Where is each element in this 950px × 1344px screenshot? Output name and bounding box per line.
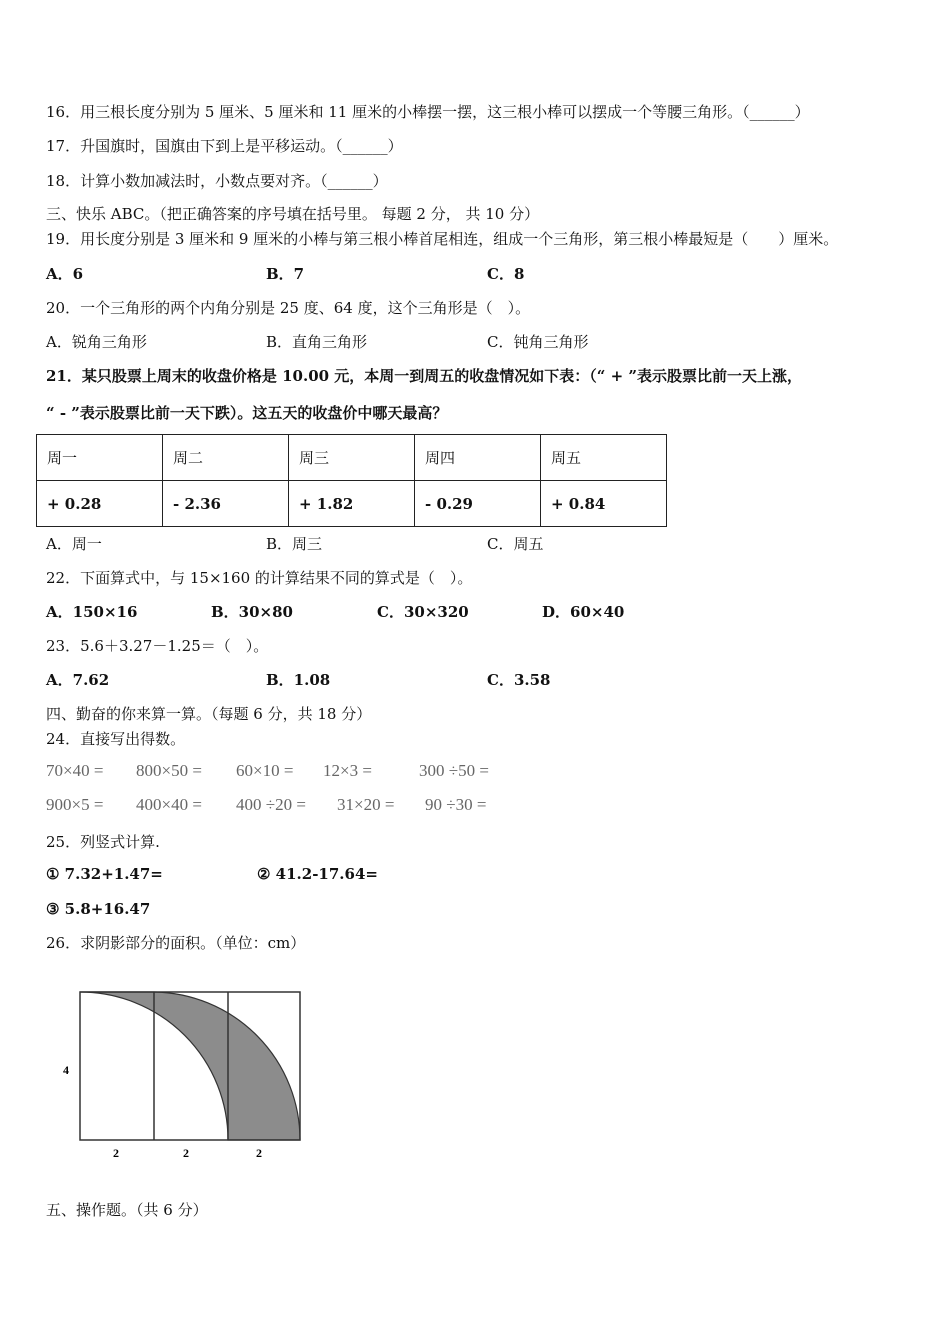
shaded-area-diagram bbox=[56, 985, 316, 1165]
q19-option-a: A．6 bbox=[46, 265, 84, 283]
stock-table-header: 周三 bbox=[289, 435, 415, 481]
question-17: 17．升国旗时，国旗由下到上是平移运动。（______） bbox=[46, 137, 403, 155]
q23-option-a: A．7.62 bbox=[46, 671, 110, 689]
stock-table-cell: + 1.82 bbox=[289, 481, 415, 527]
width-label: 2 bbox=[256, 1146, 262, 1160]
q25-item-3: ③ 5.8+16.47 bbox=[46, 900, 151, 918]
calc-item: 400×40 = bbox=[136, 795, 202, 814]
question-22-stem: 22．下面算式中，与 15×160 的计算结果不同的算式是（ ）。 bbox=[46, 569, 473, 587]
q22-option-a: A．150×16 bbox=[46, 603, 138, 621]
shaded-area-figure bbox=[56, 985, 316, 1169]
section-3-heading: 三、快乐 ABC。（把正确答案的序号填在括号里。 每题 2 分， 共 10 分） bbox=[46, 205, 540, 223]
q22-option-b: B．30×80 bbox=[211, 603, 293, 621]
calc-item: 300 ÷50 = bbox=[419, 761, 489, 780]
stock-table bbox=[36, 434, 667, 527]
question-16: 16．用三根长度分别为 5 厘米、5 厘米和 11 厘米的小棒摆一摆，这三根小棒可以摆成一个等腰三角形。（______） bbox=[46, 103, 810, 121]
q20-option-c: C．钝角三角形 bbox=[487, 333, 589, 351]
section-5-heading: 五、操作题。（共 6 分） bbox=[46, 1201, 208, 1219]
section-4-heading: 四、勤奋的你来算一算。（每题 6 分，共 18 分） bbox=[46, 705, 372, 723]
calc-item: 12×3 = bbox=[323, 761, 372, 780]
q22-option-c: C．30×320 bbox=[377, 603, 469, 621]
q22-option-d: D．60×40 bbox=[542, 603, 625, 621]
question-24-stem: 24．直接写出得数。 bbox=[46, 730, 186, 748]
shaded-region bbox=[80, 992, 300, 1140]
q21-option-b: B．周三 bbox=[266, 535, 323, 553]
stock-table-header: 周二 bbox=[163, 435, 289, 481]
stock-table-cell: + 0.28 bbox=[37, 481, 163, 527]
stock-table-value-row bbox=[37, 481, 667, 527]
width-label: 2 bbox=[183, 1146, 189, 1160]
q23-option-b: B．1.08 bbox=[266, 671, 331, 689]
q20-option-a: A．锐角三角形 bbox=[46, 333, 147, 351]
stock-table-header: 周四 bbox=[415, 435, 541, 481]
q21-option-c: C．周五 bbox=[487, 535, 544, 553]
question-19-stem: 19．用长度分别是 3 厘米和 9 厘米的小棒与第三根小棒首尾相连，组成一个三角形，第三根小棒最短是（ ）厘米。 bbox=[46, 230, 839, 248]
q19-option-b: B．7 bbox=[266, 265, 305, 283]
question-18: 18．计算小数加减法时，小数点要对齐。（______） bbox=[46, 172, 388, 190]
calc-item: 70×40 = bbox=[46, 761, 104, 780]
calc-item: 60×10 = bbox=[236, 761, 294, 780]
question-25-stem: 25．列竖式计算. bbox=[46, 833, 160, 851]
stock-table-cell: + 0.84 bbox=[541, 481, 667, 527]
q21-option-a: A．周一 bbox=[46, 535, 102, 553]
height-label: 4 bbox=[63, 1063, 69, 1077]
question-21-stem-line1: 21．某只股票上周末的收盘价格是 10.00 元，本周一到周五的收盘情况如下表：（“ + ”表示股票比前一天上涨， bbox=[46, 367, 803, 385]
stock-table-cell: - 0.29 bbox=[415, 481, 541, 527]
q25-item-1: ① 7.32+1.47= bbox=[46, 865, 163, 883]
calc-item: 800×50 = bbox=[136, 761, 202, 780]
stock-table-header-row bbox=[37, 435, 667, 481]
calc-item: 900×5 = bbox=[46, 795, 104, 814]
question-20-stem: 20．一个三角形的两个内角分别是 25 度、64 度，这个三角形是（ ）。 bbox=[46, 299, 531, 317]
width-label: 2 bbox=[113, 1146, 119, 1160]
q19-option-c: C．8 bbox=[487, 265, 525, 283]
stock-table-header: 周五 bbox=[541, 435, 667, 481]
q20-option-b: B．直角三角形 bbox=[266, 333, 368, 351]
question-26-stem: 26．求阴影部分的面积。（单位：cm） bbox=[46, 934, 306, 952]
calc-item: 90 ÷30 = bbox=[425, 795, 487, 814]
q25-item-2: ② 41.2-17.64= bbox=[257, 865, 378, 883]
question-23-stem: 23．5.6＋3.27－1.25＝（ ）。 bbox=[46, 637, 269, 655]
stock-table-header: 周一 bbox=[37, 435, 163, 481]
calc-item: 31×20 = bbox=[337, 795, 395, 814]
q23-option-c: C．3.58 bbox=[487, 671, 551, 689]
question-21-stem-line2: “ - ”表示股票比前一天下跌）。这五天的收盘价中哪天最高？ bbox=[46, 404, 448, 422]
calc-item: 400 ÷20 = bbox=[236, 795, 306, 814]
stock-table-cell: - 2.36 bbox=[163, 481, 289, 527]
